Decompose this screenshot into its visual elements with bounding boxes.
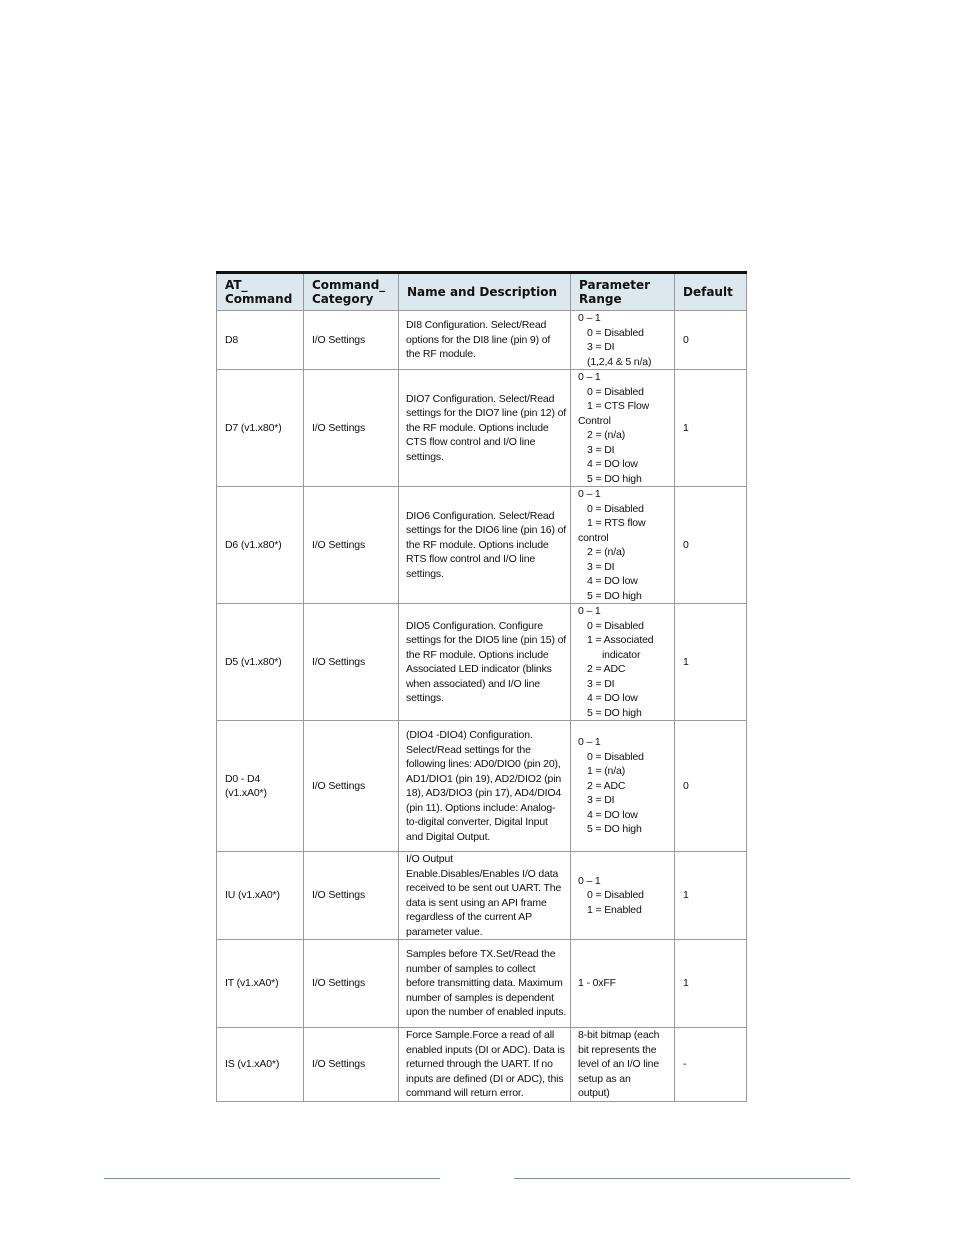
cell-command-category: I/O Settings bbox=[304, 852, 399, 940]
cell-command-category: I/O Settings bbox=[304, 604, 399, 721]
cell-default: 0 bbox=[675, 721, 747, 852]
parameter-line: 0 – 1 bbox=[578, 312, 601, 324]
parameter-line: 5 = DO high bbox=[587, 823, 642, 836]
cell-parameter-range bbox=[571, 604, 675, 721]
cell-description: Samples before TX.Set/Read the number of samples to collect before transmitting data. Maximum number of samples is dependent upon the number of enabled inputs. bbox=[399, 940, 571, 1028]
cell-at-command: D5 (v1.x80*) bbox=[217, 604, 304, 721]
parameter-line: 0 = Disabled bbox=[587, 889, 644, 902]
cell-command-category: I/O Settings bbox=[304, 1028, 399, 1102]
table-row bbox=[217, 1028, 747, 1102]
cell-parameter-range bbox=[571, 487, 675, 604]
parameter-line: 0 – 1 bbox=[578, 488, 601, 500]
footer-rule-right bbox=[514, 1178, 850, 1179]
parameter-line: 4 = DO low bbox=[587, 808, 638, 821]
parameter-line: 1 = RTS flow bbox=[587, 517, 646, 529]
cell-at-command: D6 (v1.x80*) bbox=[217, 487, 304, 604]
parameter-line: 0 = Disabled bbox=[587, 502, 644, 515]
cell-default: 1 bbox=[675, 940, 747, 1028]
parameter-line: 0 – 1 bbox=[578, 736, 601, 749]
header-parameter-range: Parameter Range bbox=[571, 273, 675, 311]
parameter-line: 2 = (n/a) bbox=[587, 429, 626, 441]
cell-default: 1 bbox=[675, 370, 747, 487]
cell-description: Force Sample.Force a read of all enabled inputs (DI or ADC). Data is returned through the UART. If no inputs are defined (DI or ADC), this command will return error. bbox=[399, 1028, 571, 1102]
parameter-line: 2 = ADC bbox=[587, 779, 626, 792]
cell-command-category: I/O Settings bbox=[304, 370, 399, 487]
parameter-line: 8-bit bitmap (each bbox=[578, 1029, 660, 1041]
parameter-line: 0 = Disabled bbox=[587, 385, 644, 398]
cell-at-command: D8 bbox=[217, 311, 304, 370]
at-command-table bbox=[216, 271, 747, 1102]
cell-description: (DIO4 -DIO4) Configuration. Select/Read settings for the following lines: AD0/DIO0 (pin 20), AD1/DIO1 (pin 19), AD2/DIO2 (pin 18), AD3/DIO3 (pin 17), AD4/DIO4 (pin 11). Options include: Analog-to-digital converter, Digital Input and Digital Output. bbox=[399, 721, 571, 852]
parameter-line: 0 – 1 bbox=[578, 371, 601, 383]
cell-description: DIO7 Configuration. Select/Read settings for the DIO7 line (pin 12) of the RF module. Options include CTS flow control and I/O line settings. bbox=[399, 370, 571, 487]
cell-description: I/O Output Enable.Disables/Enables I/O data received to be sent out UART. The data is sent using an API frame regardless of the current AP parameter value. bbox=[399, 852, 571, 940]
table-row bbox=[217, 721, 747, 852]
cell-parameter-range bbox=[571, 370, 675, 487]
cell-at-command: D7 (v1.x80*) bbox=[217, 370, 304, 487]
parameter-line: 3 = DI bbox=[587, 794, 615, 807]
parameter-line: 0 – 1 bbox=[578, 605, 601, 617]
parameter-line: (1,2,4 & 5 n/a) bbox=[587, 355, 652, 368]
cell-description: DIO6 Configuration. Select/Read settings for the DIO6 line (pin 16) of the RF module. Options include RTS flow control and I/O line settings. bbox=[399, 487, 571, 604]
parameter-line: 3 = DI bbox=[587, 677, 615, 690]
cell-default: 0 bbox=[675, 311, 747, 370]
cell-command-category: I/O Settings bbox=[304, 940, 399, 1028]
cell-parameter-range bbox=[571, 311, 675, 370]
parameter-line: 4 = DO low bbox=[587, 575, 638, 587]
parameter-line: 3 = DI bbox=[587, 341, 615, 353]
cell-at-command: IU (v1.xA0*) bbox=[217, 852, 304, 940]
parameter-line: 1 = CTS Flow bbox=[587, 400, 650, 412]
table-row bbox=[217, 311, 747, 370]
cell-parameter-range bbox=[571, 940, 675, 1028]
parameter-line: bit represents the bbox=[578, 1043, 657, 1056]
cell-parameter-range bbox=[571, 721, 675, 852]
parameter-line: 5 = DO high bbox=[587, 706, 642, 719]
parameter-line: indicator bbox=[602, 648, 641, 661]
cell-at-command: D0 - D4 (v1.xA0*) bbox=[217, 721, 304, 852]
parameter-line: 1 = Associated bbox=[587, 634, 654, 646]
cell-default: 1 bbox=[675, 604, 747, 721]
parameter-line: output) bbox=[578, 1087, 610, 1099]
parameter-line: 5 = DO high bbox=[587, 589, 642, 602]
cell-description: DI8 Configuration. Select/Read options for the DI8 line (pin 9) of the RF module. bbox=[399, 311, 571, 370]
header-default: Default bbox=[675, 273, 747, 311]
parameter-line: Control bbox=[578, 414, 611, 427]
table-row bbox=[217, 487, 747, 604]
parameter-line: 0 = Disabled bbox=[587, 619, 644, 632]
table-row bbox=[217, 940, 747, 1028]
parameter-line: setup as an bbox=[578, 1072, 631, 1085]
cell-description: DIO5 Configuration. Configure settings for the DIO5 line (pin 15) of the RF module. Options include Associated LED indicator (blinks when associated) and I/O line settings. bbox=[399, 604, 571, 721]
parameter-line: 5 = DO high bbox=[587, 472, 642, 485]
cell-command-category: I/O Settings bbox=[304, 311, 399, 370]
cell-parameter-range bbox=[571, 852, 675, 940]
cell-default: - bbox=[675, 1028, 747, 1102]
parameter-line: 3 = DI bbox=[587, 443, 615, 456]
cell-default: 1 bbox=[675, 852, 747, 940]
parameter-line: control bbox=[578, 531, 609, 544]
parameter-line: level of an I/O line bbox=[578, 1058, 660, 1070]
header-name-description: Name and Description bbox=[399, 273, 571, 311]
cell-command-category: I/O Settings bbox=[304, 721, 399, 852]
parameter-line: 1 = (n/a) bbox=[587, 765, 626, 778]
parameter-line: 4 = DO low bbox=[587, 692, 638, 704]
cell-at-command: IS (v1.xA0*) bbox=[217, 1028, 304, 1102]
parameter-line: 3 = DI bbox=[587, 560, 615, 573]
parameter-line: 0 – 1 bbox=[578, 874, 601, 887]
table-body bbox=[217, 311, 747, 1102]
parameter-line: 4 = DO low bbox=[587, 458, 638, 470]
table-row bbox=[217, 604, 747, 721]
header-command-category: Command_ Category bbox=[304, 273, 399, 311]
parameter-line: 1 = Enabled bbox=[587, 903, 642, 916]
footer-rule-left bbox=[104, 1178, 440, 1179]
parameter-line: 1 - 0xFF bbox=[578, 977, 616, 990]
cell-parameter-range bbox=[571, 1028, 675, 1102]
parameter-line: 2 = (n/a) bbox=[587, 546, 626, 558]
table-row bbox=[217, 370, 747, 487]
cell-default: 0 bbox=[675, 487, 747, 604]
table-row bbox=[217, 852, 747, 940]
parameter-line: 0 = Disabled bbox=[587, 750, 644, 763]
cell-at-command: IT (v1.xA0*) bbox=[217, 940, 304, 1028]
parameter-line: 2 = ADC bbox=[587, 663, 626, 675]
table-header-row bbox=[217, 273, 747, 311]
parameter-line: 0 = Disabled bbox=[587, 326, 644, 339]
cell-command-category: I/O Settings bbox=[304, 487, 399, 604]
header-at-command: AT_ Command bbox=[217, 273, 304, 311]
